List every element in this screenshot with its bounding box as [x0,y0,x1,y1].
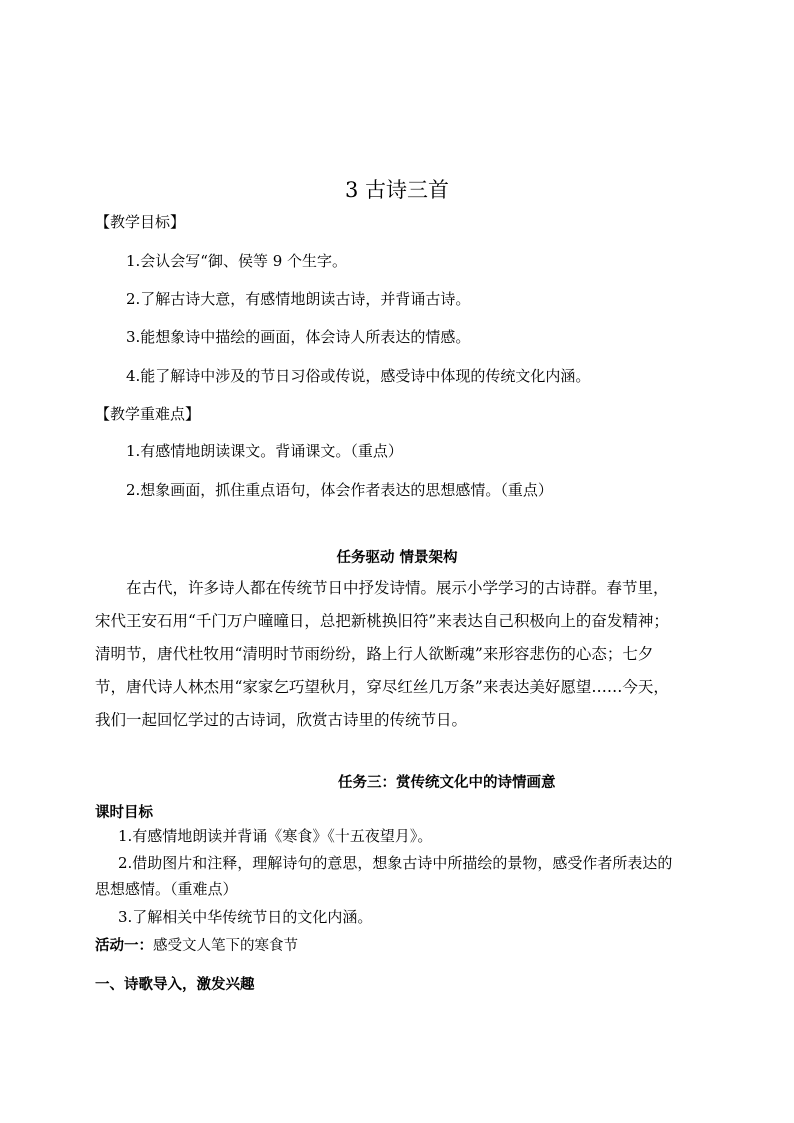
activity-one [95,934,298,955]
lesson-goal-item: 2.借助图片和注释，理解诗句的意思，想象古诗中所描绘的景物，感受作者所表达的 [118,854,673,872]
task-driven-paragraph [95,572,715,737]
key-point-item: 2.想象画面，抓住重点语句，体会作者表达的思想感情。（重点） [126,481,553,499]
goal-item: 1.会认会写“御、侯等 9 个生字。 [126,252,348,270]
paragraph-line: 清明节，唐代杜牧用“清明时节雨纷纷，路上行人欲断魂”来形容悲伤的心态；七夕 [95,645,654,663]
paragraph-line: 宋代王安石用“千门万户曈曈日，总把新桃换旧符”来表达自己积极向上的奋发精神； [95,612,669,630]
lesson-goal-heading: 课时目标 [95,804,153,821]
paragraph-line: 在古代，许多诗人都在传统节日中抒发诗情。展示小学学习的古诗群。春节里， [95,579,669,597]
activity-text: 感受文人笔下的寒食节 [153,938,298,954]
teaching-goals-heading: 【教学目标】 [95,213,186,231]
lesson-goal-item: 3.了解相关中华传统节日的文化内涵。 [118,908,373,926]
task-three-heading: 任务三：赏传统文化中的诗情画意 [338,774,556,791]
goal-item: 4.能了解诗中涉及的节日习俗或传说，感受诗中体现的传统文化内涵。 [126,367,591,385]
lesson-goal-item-continued: 思想感情。（重难点） [95,880,238,898]
key-points-heading: 【教学重难点】 [95,405,201,423]
goal-item: 2.了解古诗大意，有感情地朗读古诗，并背诵古诗。 [126,290,471,308]
goal-item: 3.能想象诗中描绘的画面，体会诗人所表达的情感。 [126,328,471,346]
paragraph-line: 节，唐代诗人林杰用“家家乞巧望秋月，穿尽红丝几万条”来表达美好愿望……今天， [95,678,669,696]
page-title: 3 古诗三首 [344,178,450,202]
key-point-item: 1.有感情地朗读课文。背诵课文。（重点） [126,442,403,460]
activity-label: 活动一： [95,937,153,954]
paragraph-line: 我们一起回忆学过的古诗词，欣赏古诗里的传统节日。 [95,711,468,729]
section-one-heading: 一、诗歌导入，激发兴趣 [95,976,255,993]
task-driven-heading: 任务驱动 情景架构 [336,549,458,566]
lesson-goal-item: 1.有感情地朗读并背诵《寒食》《十五夜望月》。 [118,827,433,845]
